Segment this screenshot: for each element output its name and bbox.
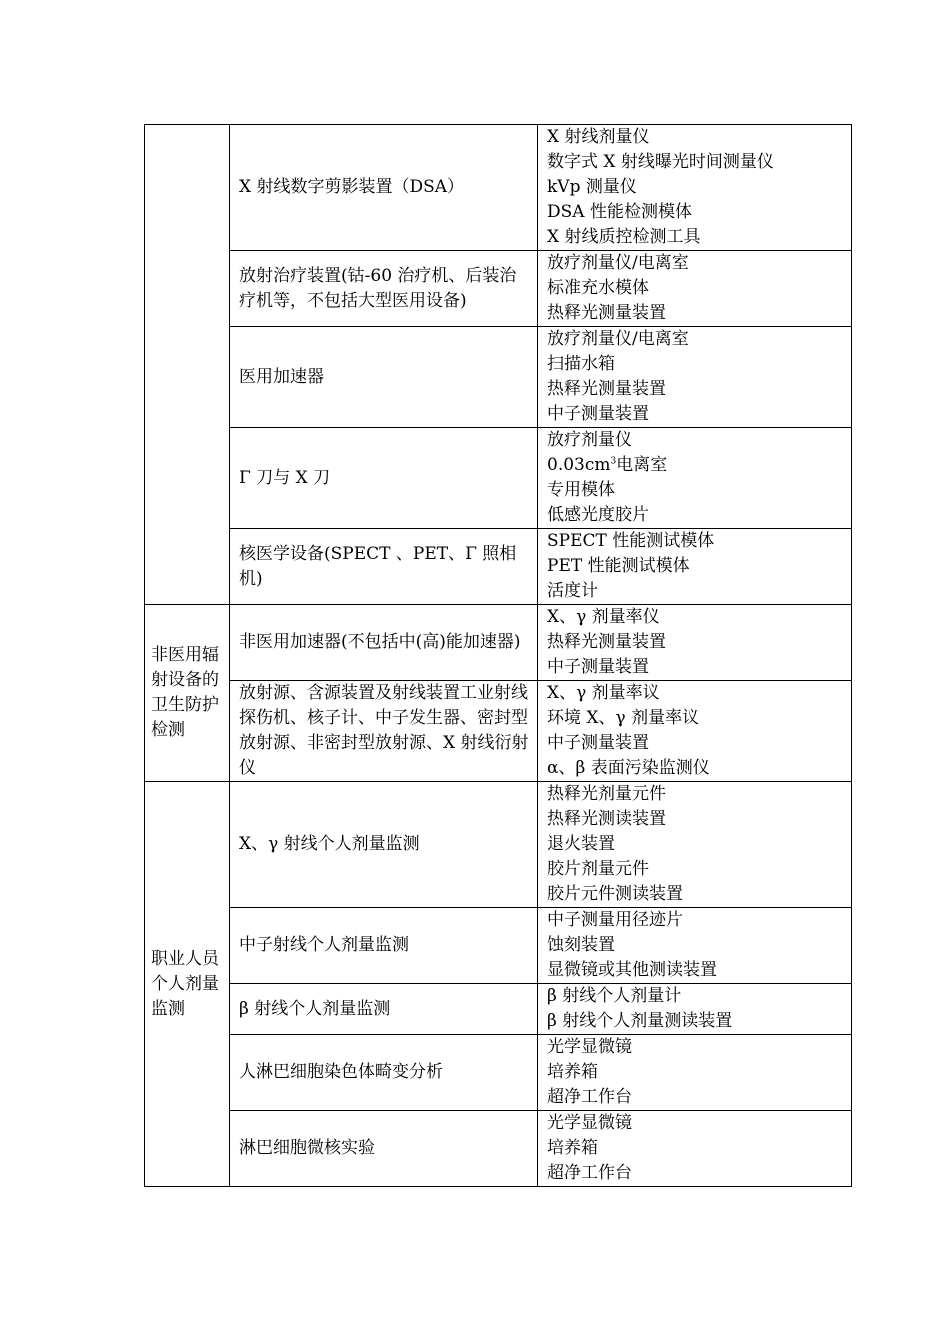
instrument-cell <box>538 1035 852 1111</box>
table-row <box>145 681 852 782</box>
table-row <box>145 605 852 681</box>
table-row <box>145 1035 852 1111</box>
superscript-3: 3 <box>610 456 617 467</box>
device-cell: Γ 刀与 X 刀 <box>230 428 538 529</box>
category-cell-blank <box>145 125 230 605</box>
instrument-cell <box>538 782 852 908</box>
device-cell: 医用加速器 <box>230 327 538 428</box>
table-row <box>145 529 852 605</box>
instrument-item: 显微镜或其他测读装置 <box>547 960 717 980</box>
instrument-item: X 射线质控检测工具 <box>547 227 701 247</box>
instrument-item: 热释光剂量元件 <box>547 784 666 804</box>
instrument-item: 放疗剂量仪/电离室 <box>547 253 689 273</box>
instrument-item: 专用模体 <box>547 480 615 500</box>
instrument-cell <box>538 125 852 251</box>
instrument-cell <box>538 1111 852 1187</box>
instrument-item: SPECT 性能测试模体 <box>547 531 715 551</box>
instrument-item: 扫描水箱 <box>547 354 615 374</box>
equipment-table <box>144 124 852 1187</box>
instrument-cell <box>538 605 852 681</box>
instrument-item: 低感光度胶片 <box>547 505 649 525</box>
instrument-item: PET 性能测试模体 <box>547 556 690 576</box>
device-cell: 淋巴细胞微核实验 <box>230 1111 538 1187</box>
instrument-item: 中子测量用径迹片 <box>547 910 683 930</box>
instrument-item: 光学显微镜 <box>547 1037 632 1057</box>
instrument-item: 退火装置 <box>547 834 615 854</box>
table-row <box>145 1111 852 1187</box>
instrument-cell <box>538 908 852 984</box>
device-cell: X 射线数字剪影装置（DSA） <box>230 125 538 251</box>
category-cell: 职业人员个人剂量监测 <box>145 782 230 1187</box>
instrument-item: 数字式 X 射线曝光时间测量仪 <box>547 152 774 172</box>
instrument-item: 培养箱 <box>547 1138 598 1158</box>
table-row <box>145 428 852 529</box>
instrument-item: kVp 测量仪 <box>547 177 637 197</box>
device-cell: 核医学设备(SPECT 、PET、Γ 照相机) <box>230 529 538 605</box>
instrument-item: 热释光测量装置 <box>547 379 666 399</box>
table-row <box>145 125 852 251</box>
instrument-suffix: 电离室 <box>616 455 668 475</box>
instrument-item <box>547 453 843 478</box>
instrument-item: X 射线剂量仪 <box>547 127 650 147</box>
instrument-item: β 射线个人剂量计 <box>547 986 682 1006</box>
device-cell: X、γ 射线个人剂量监测 <box>230 782 538 908</box>
table-row <box>145 327 852 428</box>
instrument-item: α、β 表面污染监测仪 <box>547 758 710 778</box>
instrument-item: 放疗剂量仪 <box>547 430 632 450</box>
instrument-item: 热释光测读装置 <box>547 809 666 829</box>
instrument-item: 超净工作台 <box>547 1163 632 1183</box>
instrument-item: 标准充水模体 <box>547 278 649 298</box>
category-cell: 非医用辐射设备的卫生防护检测 <box>145 605 230 782</box>
instrument-volume: 0.03cm <box>547 455 611 475</box>
instrument-item: β 射线个人剂量测读装置 <box>547 1011 733 1031</box>
instrument-item: 环境 X、γ 剂量率议 <box>547 708 700 728</box>
device-cell: 中子射线个人剂量监测 <box>230 908 538 984</box>
instrument-item: 中子测量装置 <box>547 733 649 753</box>
instrument-cell <box>538 251 852 327</box>
instrument-item: 蚀刻装置 <box>547 935 615 955</box>
instrument-item: 胶片元件测读装置 <box>547 884 683 904</box>
instrument-item: 胶片剂量元件 <box>547 859 649 879</box>
device-cell: β 射线个人剂量监测 <box>230 984 538 1035</box>
table-row <box>145 908 852 984</box>
device-cell: 非医用加速器(不包括中(高)能加速器) <box>230 605 538 681</box>
instrument-cell <box>538 681 852 782</box>
instrument-item: 超净工作台 <box>547 1087 632 1107</box>
instrument-item: 中子测量装置 <box>547 657 649 677</box>
device-cell: 放射源、含源装置及射线装置工业射线探伤机、核子计、中子发生器、密封型放射源、非密封型放射源、X 射线衍射仪 <box>230 681 538 782</box>
instrument-cell <box>538 529 852 605</box>
instrument-item: 光学显微镜 <box>547 1113 632 1133</box>
instrument-item: DSA 性能检测模体 <box>547 202 692 222</box>
instrument-item: 培养箱 <box>547 1062 598 1082</box>
instrument-cell <box>538 428 852 529</box>
device-cell: 放射治疗装置(钴-60 治疗机、后装治疗机等，不包括大型医用设备) <box>230 251 538 327</box>
instrument-item: 热释光测量装置 <box>547 303 666 323</box>
instrument-item: 活度计 <box>547 581 598 601</box>
device-cell: 人淋巴细胞染色体畸变分析 <box>230 1035 538 1111</box>
instrument-item: X、γ 剂量率议 <box>547 683 660 703</box>
instrument-item: 中子测量装置 <box>547 404 649 424</box>
instrument-cell <box>538 327 852 428</box>
instrument-item: X、γ 剂量率仪 <box>547 607 660 627</box>
table-row <box>145 984 852 1035</box>
table-row <box>145 251 852 327</box>
instrument-item: 热释光测量装置 <box>547 632 666 652</box>
instrument-item: 放疗剂量仪/电离室 <box>547 329 689 349</box>
table-row <box>145 782 852 908</box>
instrument-cell <box>538 984 852 1035</box>
